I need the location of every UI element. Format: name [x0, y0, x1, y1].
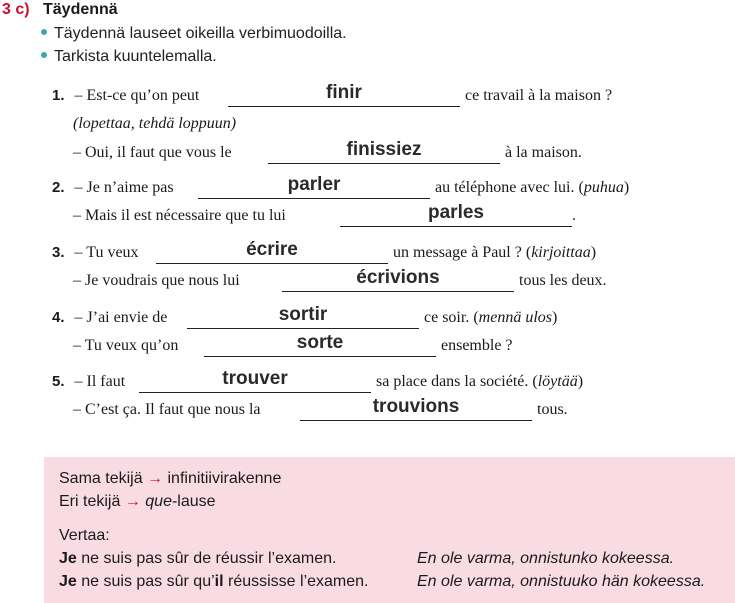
answer-text: finir — [326, 82, 362, 103]
answer-text: écrivions — [356, 267, 440, 288]
answer-text: parles — [428, 202, 484, 223]
answer-text: trouver — [222, 368, 288, 389]
rule-same-subject: Sama tekijä → infinitiivirakenne — [59, 470, 282, 487]
arrow-right-icon: → — [124, 493, 141, 510]
exercise-number: 3 c) — [2, 1, 30, 18]
example-1-finnish: En ole varma, onnistunko kokeessa. — [417, 550, 675, 567]
arrow-right-icon: → — [147, 470, 164, 487]
item-5-line-2: – C’est ça. Il faut que nous la — [73, 401, 261, 418]
item-4-line-1-end: ce soir. (mennä ulos) — [424, 309, 558, 326]
answer-text: sorte — [296, 332, 344, 353]
item-1-line-1: 1. – Est-ce qu’on peut — [52, 87, 200, 104]
answer-text: parler — [287, 174, 341, 195]
item-1-line-2-end: à la maison. — [505, 144, 582, 161]
example-2-french: Je ne suis pas sûr qu’il réussisse l’examen. — [59, 573, 369, 590]
grammar-box — [44, 457, 735, 603]
answer-text: écrire — [246, 239, 298, 260]
item-2-line-2-end: . — [572, 207, 576, 224]
item-3-line-2: – Je voudrais que nous lui — [73, 272, 240, 289]
answer-text: trouvions — [372, 396, 460, 417]
compare-label: Vertaa: — [59, 527, 110, 544]
rule-different-subject: Eri tekijä → que-lause — [59, 493, 216, 510]
instruction-1: Täydennä lauseet oikeilla verbimuodoilla. — [41, 25, 347, 43]
item-5-line-2-end: tous. — [537, 401, 568, 418]
item-4-line-2-end: ensemble ? — [441, 337, 513, 354]
item-3-line-1: 3. – Tu veux — [52, 244, 139, 261]
answer-text: sortir — [278, 304, 328, 325]
item-3-line-2-end: tous les deux. — [519, 272, 607, 289]
item-2-line-2: – Mais il est nécessaire que tu lui — [73, 207, 286, 224]
item-5-line-1-end: sa place dans la société. (löytää) — [376, 373, 584, 390]
exercise-title: Täydennä — [43, 1, 118, 18]
item-1-hint: (lopettaa, tehdä loppuun) — [73, 115, 237, 132]
bullet-dot-icon — [41, 52, 47, 58]
example-1-french: Je ne suis pas sûr de réussir l’examen. — [59, 550, 337, 567]
item-1-line-1-end: ce travail à la maison ? — [465, 87, 613, 104]
item-5-line-1: 5. – Il faut — [52, 373, 126, 390]
instruction-2: Tarkista kuuntelemalla. — [41, 48, 217, 66]
example-2-finnish: En ole varma, onnistuuko hän kokeessa. — [417, 573, 706, 590]
bullet-dot-icon — [41, 29, 47, 35]
item-3-line-1-end: un message à Paul ? (kirjoittaa) — [393, 244, 597, 261]
item-2-line-1: 2. – Je n’aime pas — [52, 179, 174, 196]
answer-text: finissiez — [346, 139, 422, 160]
item-4-line-1: 4. – J’ai envie de — [52, 309, 168, 326]
item-4-line-2: – Tu veux qu’on — [73, 337, 179, 354]
item-1-line-2: – Oui, il faut que vous le — [73, 144, 232, 161]
item-2-line-1-end: au téléphone avec lui. (puhua) — [435, 179, 630, 196]
